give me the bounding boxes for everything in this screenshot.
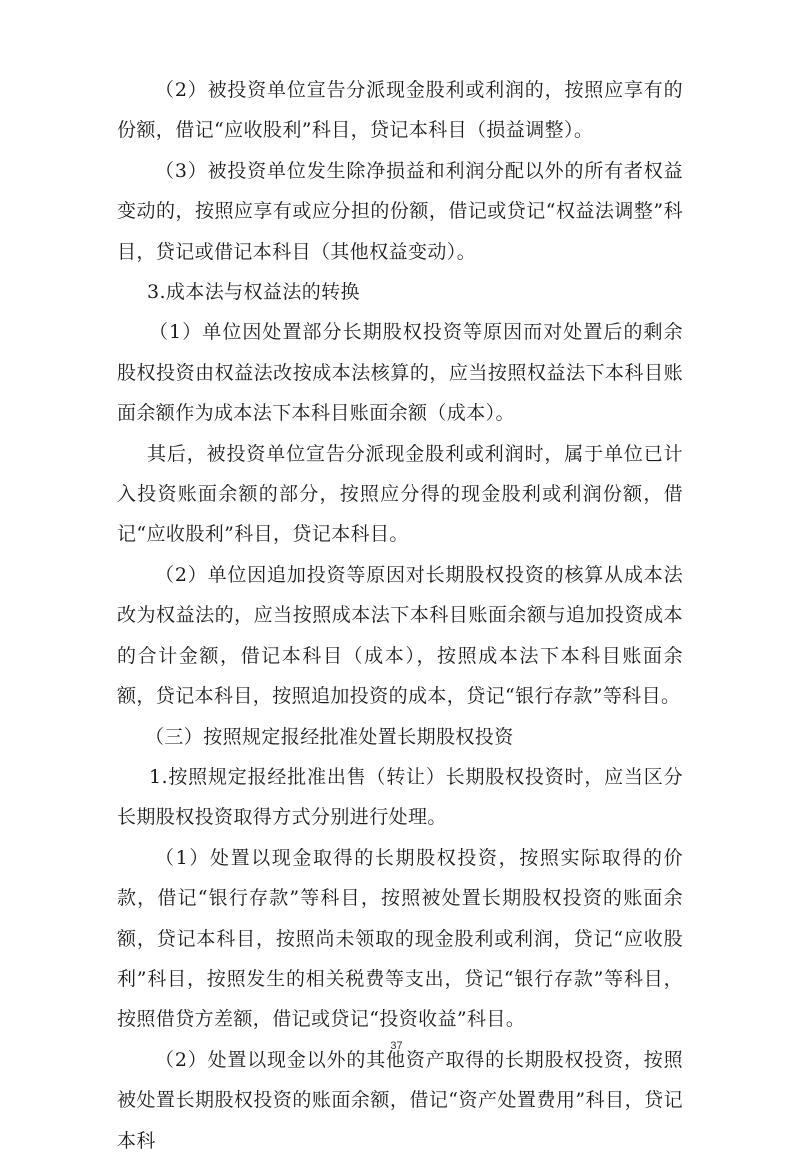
section-heading: 3.成本法与权益法的转换	[147, 281, 360, 304]
paragraph: （1）单位因处置部分长期股权投资等原因而对处置后的剩余股权投资由权益法改按成本法核算的，应当按照权益法下本科目账面余额作为成本法下本科目账面余额（成本）。	[117, 321, 683, 425]
paragraph: （3）被投资单位发生除净损益和利润分配以外的所有者权益变动的，按照应享有或应分担的份额，借记或贷记“权益法调整”科目，贷记或借记本科目（其他权益变动）。	[117, 159, 683, 263]
paragraph: （1）处置以现金取得的长期股权投资，按照实际取得的价款，借记“银行存款”等科目，按照被处置长期股权投资的账面余额，贷记本科目，按照尚未领取的现金股利或利润，贷记“应收股利”科目，按照发生的相关税费等支出，贷记“银行存款”等科目，按照借贷方差额，借记或贷记“投资收益”科目。	[117, 846, 683, 1031]
document-body	[117, 70, 683, 1161]
paragraph: 1.按照规定报经批准出售（转让）长期股权投资时，应当区分长期股权投资取得方式分别进行处理。	[117, 765, 683, 829]
paragraph: （2）处置以现金以外的其他资产取得的长期股权投资，按照被处置长期股权投资的账面余额，借记“资产处置费用”科目，贷记本科	[117, 1048, 683, 1152]
paragraph: （2）被投资单位宣告分派现金股利或利润的，按照应享有的份额，借记“应收股利”科目，贷记本科目（损益调整）。	[117, 79, 683, 142]
paragraph: 其后，被投资单位宣告分派现金股利或利润时，属于单位已计入投资账面余额的部分，按照应分得的现金股利或利润份额，借记“应收股利”科目，贷记本科目。	[117, 442, 683, 546]
page-number: 37	[390, 1040, 403, 1052]
paragraph: （2）单位因追加投资等原因对长期股权投资的核算从成本法改为权益法的，应当按照成本法下本科目账面余额与追加投资成本的合计金额，借记本科目（成本），按照成本法下本科目账面余额，贷记本科目，按照追加投资的成本，贷记“银行存款”等科目。	[117, 563, 683, 708]
section-heading: （三）按照规定报经批准处置长期股权投资	[145, 725, 514, 748]
